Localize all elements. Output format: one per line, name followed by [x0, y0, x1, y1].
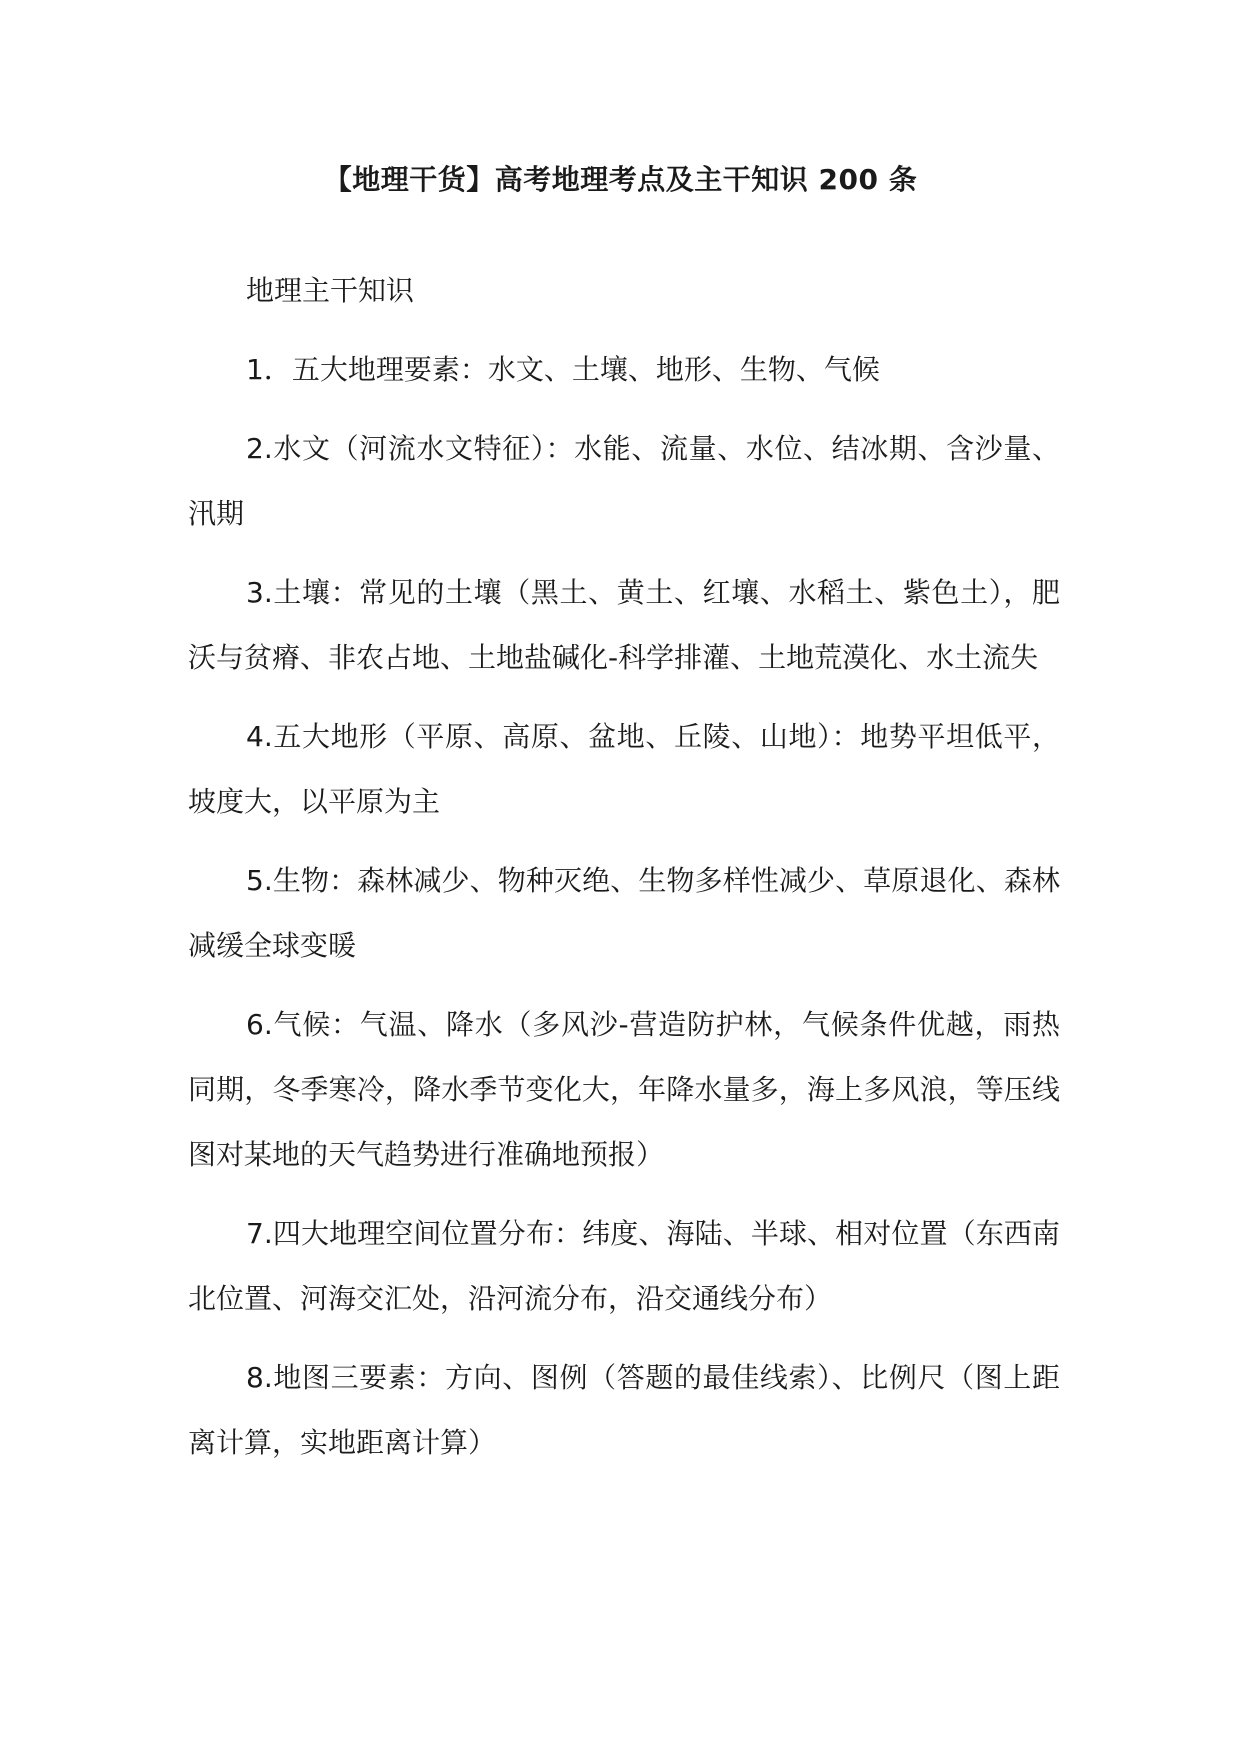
paragraph-6: 6.气候：气温、降水（多风沙-营造防护林，气候条件优越，雨热同期，冬季寒冷，降水季节变化大，年降水量多，海上多风浪，等压线图对某地的天气趋势进行准确地预报）: [188, 1008, 1060, 1171]
paragraph-1: 1．五大地理要素：水文、土壤、地形、生物、气候: [246, 353, 880, 386]
paragraph-heading: 地理主干知识: [246, 274, 415, 307]
document-title: 【地理干货】高考地理考点及主干知识 200 条: [323, 163, 918, 196]
document-body: [188, 258, 1060, 1489]
paragraph-8: 8.地图三要素：方向、图例（答题的最佳线索）、比例尺（图上距离计算，实地距离计算）: [188, 1361, 1060, 1459]
paragraph-2: 2.水文（河流水文特征）：水能、流量、水位、结冰期、含沙量、汛期: [188, 432, 1060, 530]
paragraph-3: 3.土壤：常见的土壤（黑土、黄土、红壤、水稻土、紫色土），肥沃与贫瘠、非农占地、土地盐碱化-科学排灌、土地荒漠化、水土流失: [188, 576, 1060, 674]
paragraph-4: 4.五大地形（平原、高原、盆地、丘陵、山地）：地势平坦低平，坡度大，以平原为主: [188, 720, 1060, 818]
paragraph-5: 5.生物：森林减少、物种灭绝、生物多样性减少、草原退化、森林减缓全球变暖: [188, 864, 1060, 962]
paragraph-7: 7.四大地理空间位置分布：纬度、海陆、半球、相对位置（东西南北位置、河海交汇处，沿河流分布，沿交通线分布）: [188, 1217, 1060, 1315]
